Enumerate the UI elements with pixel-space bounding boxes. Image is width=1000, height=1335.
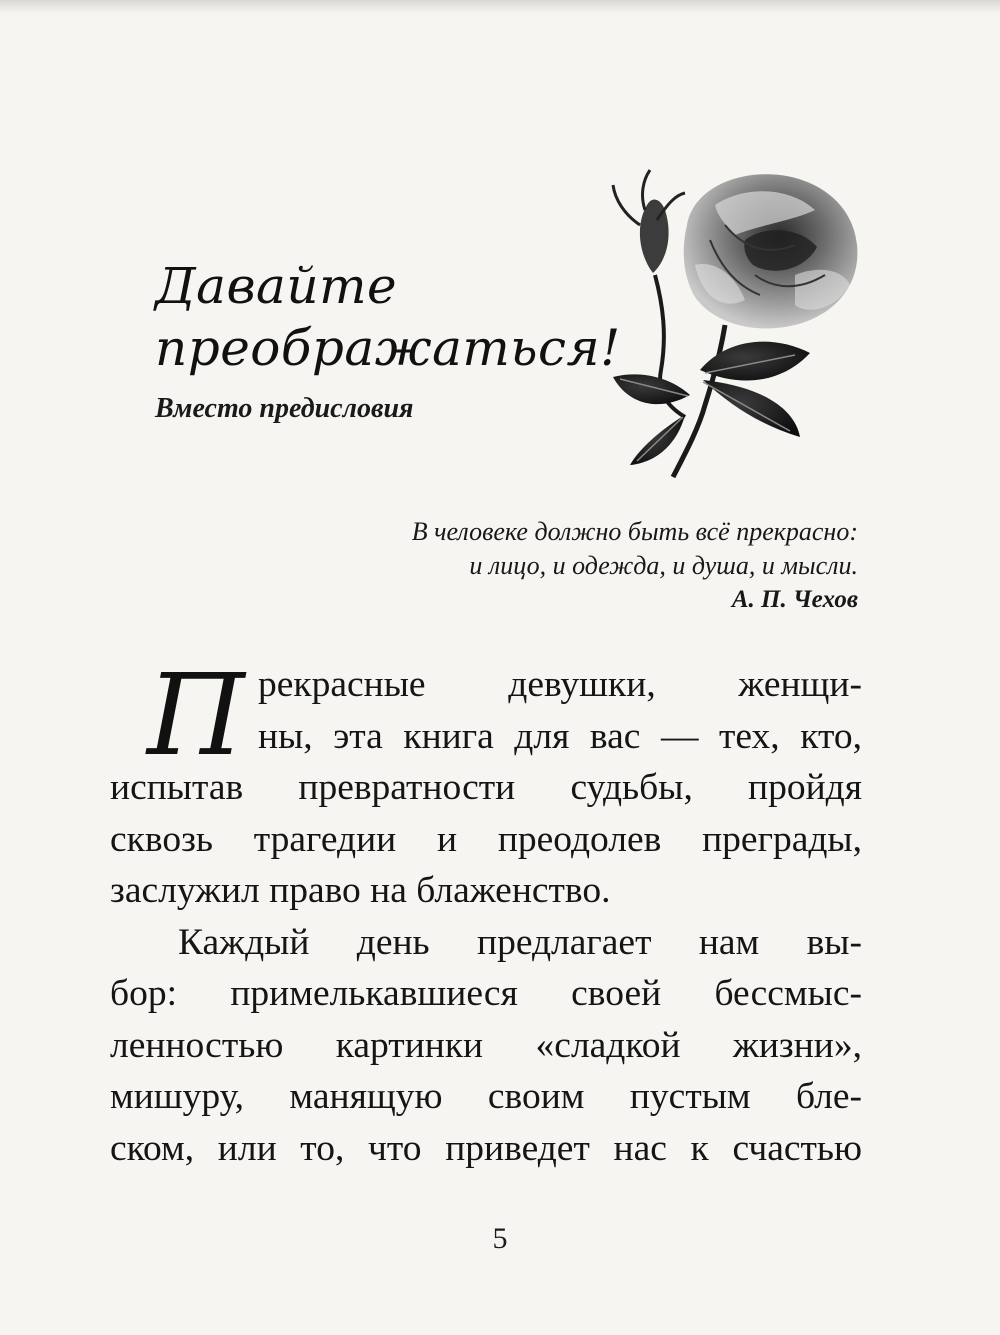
paragraph-1-line: сквозь трагедии и преодолев преграды, xyxy=(110,818,862,860)
drop-cap: П xyxy=(147,651,245,781)
paragraph-1-line: заслужил право на блаженство. xyxy=(110,870,611,911)
paragraph-1-line: испытав превратности судьбы, пройдя xyxy=(110,767,862,808)
chapter-title xyxy=(155,255,625,379)
paragraph-1-line: ны, эта книга для вас — тех, кто, xyxy=(258,715,862,757)
epigraph xyxy=(258,515,858,617)
epigraph-line-1: В человеке должно быть всё прекрасно: xyxy=(411,517,858,546)
body-text xyxy=(110,651,862,1174)
chapter-title-line-1: Давайте xyxy=(155,257,398,315)
page-number: 5 xyxy=(492,1222,508,1255)
rose-illustration xyxy=(595,165,865,485)
epigraph-author: А. П. Чехов xyxy=(731,586,858,613)
paragraph-2-line: мишуру, манящую своим пустым бле- xyxy=(110,1076,862,1117)
paragraph-2-line: бор: примелькавшиеся своей бессмыс- xyxy=(110,973,862,1014)
page-edge xyxy=(0,0,1000,14)
epigraph-line-2: и лицо, и одежда, и душа, и мысли. xyxy=(469,551,858,580)
paragraph-2-line: ском, или то, что приведет нас к счастью xyxy=(110,1127,862,1169)
chapter-subtitle: Вместо предисловия xyxy=(155,393,414,424)
chapter-title-line-2: преображаться! xyxy=(155,319,621,377)
paragraph-2-line: ленностью картинки «сладкой жизни», xyxy=(110,1024,862,1066)
paragraph-2-line: Каждый день предлагает нам вы- xyxy=(178,921,862,963)
paragraph-1-line: рекрасные девушки, женщи- xyxy=(258,664,862,705)
